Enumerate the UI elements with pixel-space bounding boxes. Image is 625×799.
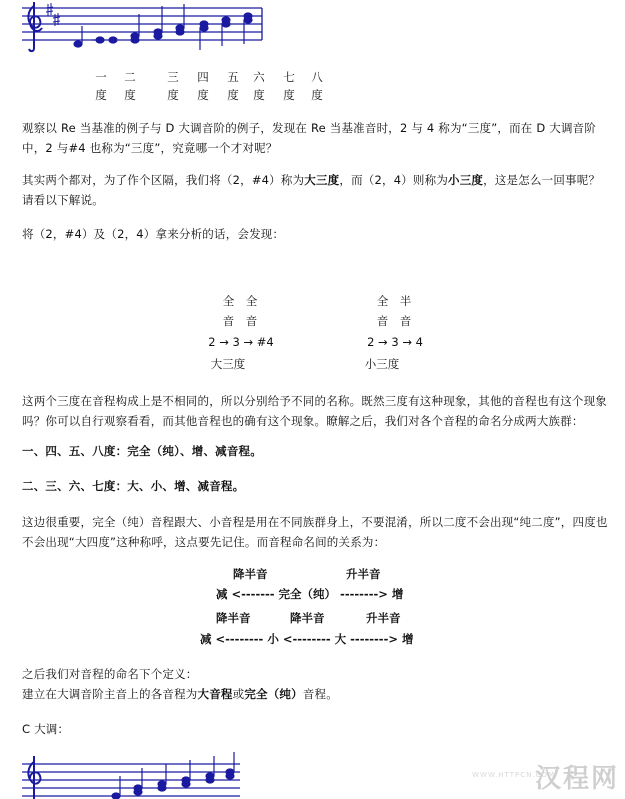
watermark-logo: 汉程网: [534, 764, 619, 794]
relation1-sharp-label: 升半音: [346, 567, 381, 581]
major-third-term: 大三度: [304, 173, 340, 187]
treble-clef-icon: [28, 756, 40, 799]
paragraph-naming-rules: 这边很重要，完全（纯）音程跟大、小音程是用在不同族群身上，不要混淆，所以二度不会出现“纯二度”，四度也不会出现“大四度”这种称呼，这点要先记住。而音程命名间的关系为：: [22, 515, 608, 549]
paragraph-definition-intro: 之后我们对音程的命名下个定义：: [22, 667, 198, 681]
minor-third-term: 小三度: [448, 173, 484, 187]
key-signature-sharps: [46, 3, 60, 26]
notes-top: [74, 4, 252, 50]
paragraph-definition: 建立在大调音阶主音上的各音程为大音程或完全（纯）音程。: [22, 687, 338, 701]
relation1-line: 减 <------- 完全（纯） --------> 增: [216, 587, 404, 601]
staff-bottom: [0, 750, 300, 799]
c-major-label: C 大调：: [22, 722, 70, 736]
minor-third-name: 小三度: [364, 357, 400, 371]
relation2-line: 减 <-------- 小 <-------- 大 --------> 增: [200, 632, 414, 646]
degree-label: 八 度: [311, 70, 323, 102]
notes-bottom: [112, 752, 234, 799]
degree-label: 五 度: [227, 70, 239, 102]
major-third-sequence: 2 → 3 → #4: [208, 335, 274, 349]
paragraph-question: 观察以 Re 当基准的例子与 D 大调音阶的例子，发现在 Re 当基准音时，2 与 4 称为“三度”，而在 D 大调音阶中，2 与#4 也称为“三度”，究竟哪一个才对呢？: [22, 121, 597, 155]
treble-clef-icon: [28, 2, 42, 51]
major-interval-term: 大音程: [197, 687, 233, 701]
minor-third-steps-top: 全 半: [376, 294, 412, 308]
perfect-interval-term: 完全（纯）: [244, 687, 303, 701]
paragraph-groups-intro: 这两个三度在音程构成上是不相同的，所以分别给予不同的名称。既然三度有这种现象，其他的音程也有这个现象吗？你可以自行观察看看，而其他音程也的确有这个现象。瞭解之后，我们对各个音程的命名分成两大族群：: [22, 394, 607, 428]
paragraph-analysis: 将（2，#4）及（2，4）拿来分析的话，会发现：: [22, 227, 285, 241]
relation2-sharp-label: 升半音: [366, 611, 401, 625]
degree-label: 一 度: [95, 70, 107, 102]
relation2-flat-label-2: 降半音: [290, 611, 325, 625]
degree-label: 三 度: [167, 70, 179, 102]
major-third-name: 大三度: [210, 357, 246, 371]
interval-group-major-minor: 二、三、六、七度：大、小、增、减音程。: [22, 479, 245, 493]
relation1-flat-label: 降半音: [233, 567, 268, 581]
degree-label: 四 度: [197, 70, 209, 102]
degree-label: 二 度: [124, 70, 136, 102]
minor-third-sequence: 2 → 3 → 4: [367, 335, 423, 349]
minor-third-steps-bottom: 音 音: [376, 314, 412, 328]
major-third-steps-bottom: 音 音: [222, 314, 258, 328]
interval-group-perfect: 一、四、五、八度：完全（纯）、增、减音程。: [22, 444, 262, 458]
degree-label: 六 度: [253, 70, 265, 102]
staff-top: [0, 0, 300, 58]
degree-label: 七 度: [283, 70, 295, 102]
watermark-url: WWW.HTTPCN.COM: [472, 771, 555, 779]
major-third-steps-top: 全 全: [222, 294, 258, 308]
paragraph-explanation: 其实两个都对，为了作个区隔，我们将（2，#4）称为大三度，而（2，4）则称为小三度，这是怎么一回事呢？请看以下解说。: [22, 173, 601, 207]
relation2-flat-label-1: 降半音: [216, 611, 251, 625]
